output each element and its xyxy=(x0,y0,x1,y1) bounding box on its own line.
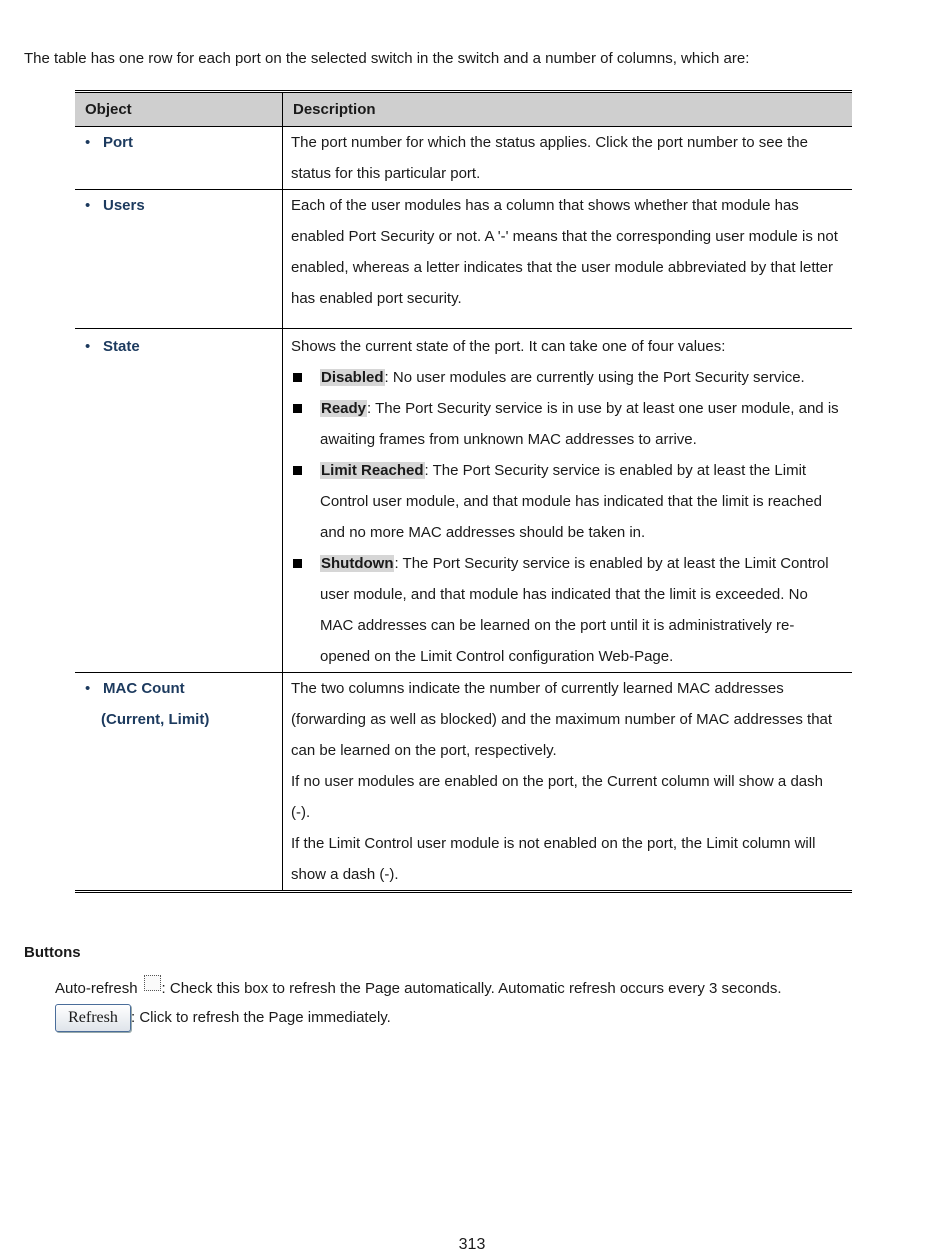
desc-port: The port number for which the status applies. Click the port number to see the status for this particular port. xyxy=(283,127,853,190)
object-port: • Port xyxy=(83,127,272,158)
mac-desc-2: If no user modules are enabled on the port, the Current column will show a dash (-). xyxy=(291,773,823,821)
bullet-icon: • xyxy=(85,680,91,697)
bullet-icon: • xyxy=(85,134,91,151)
bullet-icon: • xyxy=(85,338,91,355)
table-row xyxy=(75,190,852,329)
autorefresh-checkbox[interactable] xyxy=(144,975,161,991)
square-bullet-icon xyxy=(293,559,302,568)
object-mac-count-sub: (Current, Limit) xyxy=(101,711,210,728)
header-description: Description xyxy=(283,92,853,127)
autorefresh-label: Auto-refresh xyxy=(55,980,138,997)
desc-mac-count xyxy=(283,673,853,892)
table-row xyxy=(75,329,852,673)
refresh-desc: : Click to refresh the Page immediately. xyxy=(131,1008,391,1026)
autorefresh-desc: : Check this box to refresh the Page automatically. Automatic refresh occurs every 3 seconds. xyxy=(161,980,782,997)
square-bullet-icon xyxy=(293,466,302,475)
object-users: • Users xyxy=(83,190,272,221)
object-state: • State xyxy=(83,331,272,362)
intro-text: The table has one row for each port on the selected switch in the switch and a number of columns, which are: xyxy=(24,50,750,67)
square-bullet-icon xyxy=(293,404,302,413)
refresh-button[interactable]: Refresh xyxy=(55,1004,131,1032)
page-number: 313 xyxy=(458,1236,486,1253)
table-row xyxy=(75,127,852,190)
header-object: Object xyxy=(75,92,283,127)
state-value-limit-reached: Limit Reached: The Port Security service is enabled by at least the Limit Control user module, and that module has indicated that the limit is reached and no more MAC addresses should be taken in. xyxy=(291,455,842,548)
state-intro: Shows the current state of the port. It can take one of four values: xyxy=(291,338,726,355)
square-bullet-icon xyxy=(293,373,302,382)
bullet-icon: • xyxy=(85,197,91,214)
table-row xyxy=(75,673,852,892)
desc-state xyxy=(283,329,853,673)
desc-users: Each of the user modules has a column that shows whether that module has enabled Port Security or not. A '-' means that the corresponding user module is not enabled, whereas a letter indicates that the user module abbreviated by that letter has enabled port security. xyxy=(283,190,853,329)
object-mac-count: • MAC Count (Current, Limit) xyxy=(83,673,272,735)
mac-desc-3: If the Limit Control user module is not enabled on the port, the Limit column will show a dash (-). xyxy=(291,835,816,883)
state-value-shutdown: Shutdown: The Port Security service is enabled by at least the Limit Control user module, and that module has indicated that the limit is exceeded. No MAC addresses can be learned on the port until it is administratively re-opened on the Limit Control configuration Web-Page. xyxy=(291,548,842,672)
buttons-heading: Buttons xyxy=(24,944,81,961)
autorefresh-row xyxy=(55,975,782,997)
mac-desc-1: The two columns indicate the number of currently learned MAC addresses (forwarding as well as blocked) and the maximum number of MAC addresses that can be learned on the port, respectively. xyxy=(291,680,833,759)
state-value-ready: Ready: The Port Security service is in use by at least one user module, and is awaiting frames from unknown MAC addresses to arrive. xyxy=(291,393,842,455)
table-header-row xyxy=(75,92,852,127)
description-table xyxy=(75,90,852,893)
refresh-row xyxy=(55,1004,391,1032)
state-value-disabled: Disabled: No user modules are currently using the Port Security service. xyxy=(291,362,842,393)
state-values-list xyxy=(291,362,842,672)
